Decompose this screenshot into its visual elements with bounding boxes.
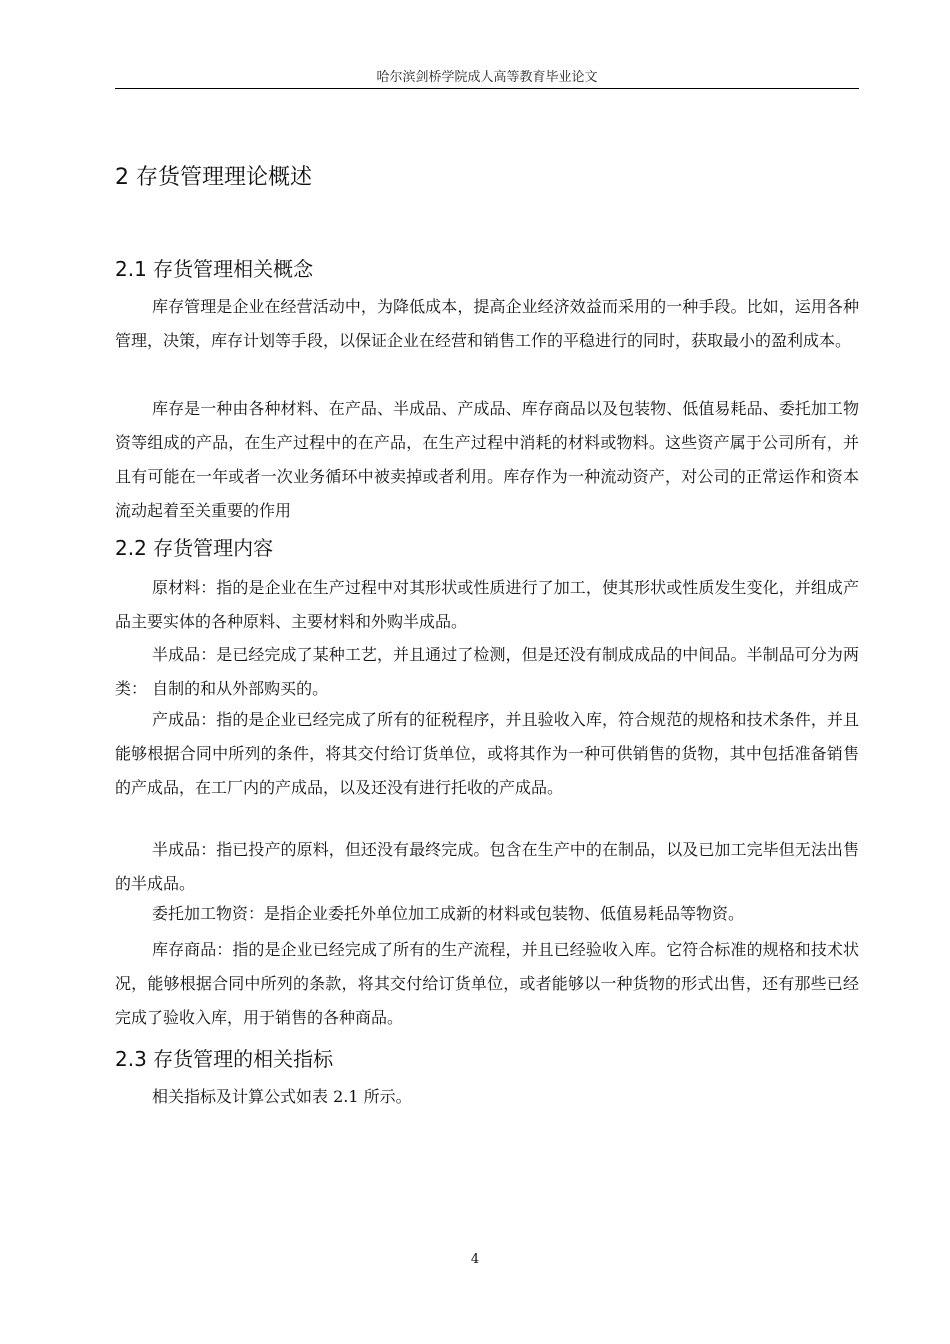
header-rule (115, 88, 859, 89)
paragraph: 产成品：指的是企业已经完成了所有的征税程序，并且验收入库，符合规范的规格和技术条件，并且能够根据合同中所列的条件，将其交付给订货单位，或将其作为一种可供销售的货物，其中包括准备销售的产成品，在工厂内的产成品，以及还没有进行托收的产成品。 (115, 710, 859, 797)
section-heading-2-3: 2.3 存货管理的相关指标 (115, 1047, 334, 1071)
paragraph: 半成品：是已经完成了某种工艺，并且通过了检测，但是还没有制成成品的中间品。半制品可分为两类： 自制的和从外部购买的。 (115, 645, 859, 698)
page-number: 4 (470, 1252, 480, 1267)
chapter-title: 2 存货管理理论概述 (115, 165, 312, 190)
paragraph: 库存商品：指的是企业已经完成了所有的生产流程，并且已经验收入库。它符合标准的规格和技术状况，能够根据合同中所列的条款，将其交付给订货单位，或者能够以一种货物的形式出售，还有那些已经完成了验收入库，用于销售的各种商品。 (115, 940, 859, 1027)
paragraph: 库存管理是企业在经营活动中，为降低成本，提高企业经济效益而采用的一种手段。比如，运用各种管理，决策，库存计划等手段，以保证企业在经营和销售工作的平稳进行的同时，获取最小的盈利成本。 (115, 297, 859, 350)
paragraph: 原材料：指的是企业在生产过程中对其形状或性质进行了加工，使其形状或性质发生变化，并组成产品主要实体的各种原料、主要材料和外购半成品。 (115, 578, 859, 631)
section-heading-2-1: 2.1 存货管理相关概念 (115, 257, 314, 281)
paragraph: 半成品：指已投产的原料，但还没有最终完成。包含在生产中的在制品，以及已加工完毕但无法出售的半成品。 (115, 840, 859, 893)
paragraph: 相关指标及计算公式如表 2.1 所示。 (152, 1087, 412, 1106)
section-heading-2-2: 2.2 存货管理内容 (115, 536, 274, 560)
paragraph: 委托加工物资：是指企业委托外单位加工成新的材料或包装物、低值易耗品等物资。 (152, 904, 745, 923)
running-header: 哈尔滨剑桥学院成人高等教育毕业论文 (376, 70, 598, 85)
paragraph: 库存是一种由各种材料、在产品、半成品、产成品、库存商品以及包装物、低值易耗品、委托加工物资等组成的产品，在生产过程中的在产品，在生产过程中消耗的材料或物料。这些资产属于公司所有，并且有可能在一年或者一次业务循环中被卖掉或者利用。库存作为一种流动资产，对公司的正常运作和资本流动起着至关重要的作用 (115, 399, 859, 520)
